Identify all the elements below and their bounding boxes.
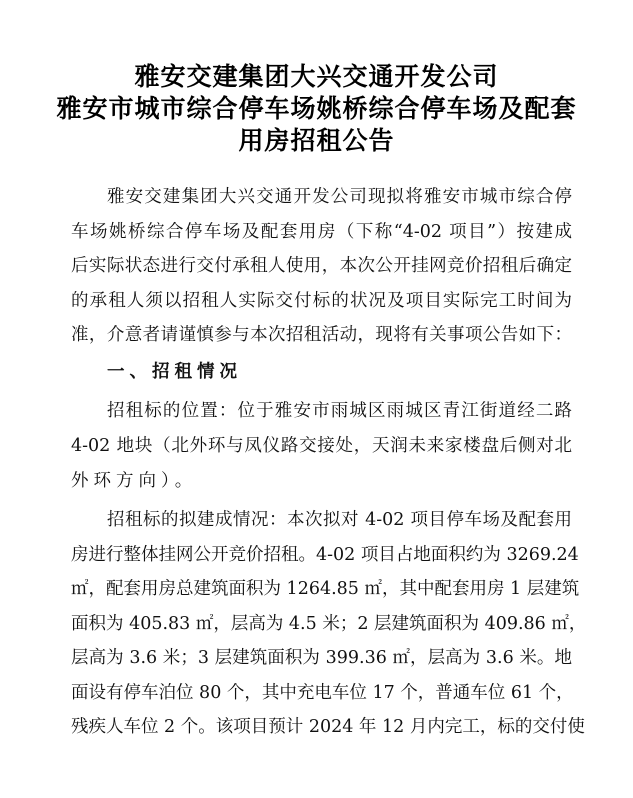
- location-line: 外环方向）。: [71, 471, 198, 491]
- title-line-3: 用房招租公告: [238, 126, 395, 155]
- intro-line: 后实际状态进行交付承租人使用，本次公开挂网竞价招租后确定: [71, 256, 572, 276]
- construction-line: 招租标的拟建成情况：本次拟对 4-02 项目停车场及配套用: [107, 510, 572, 530]
- location-line: 4-02 地块（北外环与凤仪路交接处，天润未来家楼盘后侧对北: [71, 436, 572, 456]
- construction-line: 残疾人车位 2 个。该项目预计 2024 年 12 月内完工，标的交付使: [71, 717, 585, 737]
- intro-line: 准，介意者请谨慎参与本次招租活动，现将有关事项公告如下：: [71, 325, 572, 345]
- intro-line: 的承租人须以招租人实际交付标的状况及项目实际完工时间为: [71, 291, 572, 311]
- intro-line: 车场姚桥综合停车场及配套用房（下称“4-02 项目”）按建成: [71, 222, 572, 242]
- construction-line: 层高为 3.6 米；3 层建筑面积为 399.36 ㎡，层高为 3.6 米。地: [71, 648, 572, 668]
- title-line-1: 雅安交建集团大兴交通开发公司: [134, 62, 499, 91]
- construction-line: ㎡，配套用房总建筑面积为 1264.85 ㎡，其中配套用房 1 层建筑: [71, 579, 580, 599]
- construction-line: 房进行整体挂网公开竞价招租。4-02 项目占地面积约为 3269.24: [71, 545, 579, 565]
- title-line-2: 雅安市城市综合停车场姚桥综合停车场及配套: [56, 94, 577, 123]
- location-line: 招租标的位置：位于雅安市雨城区雨城区青江街道经二路: [107, 401, 572, 421]
- section-heading: 一、招租情况: [107, 362, 242, 382]
- intro-line: 雅安交建集团大兴交通开发公司现拟将雅安市城市综合停: [107, 187, 572, 207]
- construction-line: 面设有停车泊位 80 个，其中充电车位 17 个，普通车位 61 个，: [71, 683, 574, 703]
- construction-line: 面积为 405.83 ㎡，层高为 4.5 米；2 层建筑面积为 409.86 ㎡，: [71, 614, 587, 634]
